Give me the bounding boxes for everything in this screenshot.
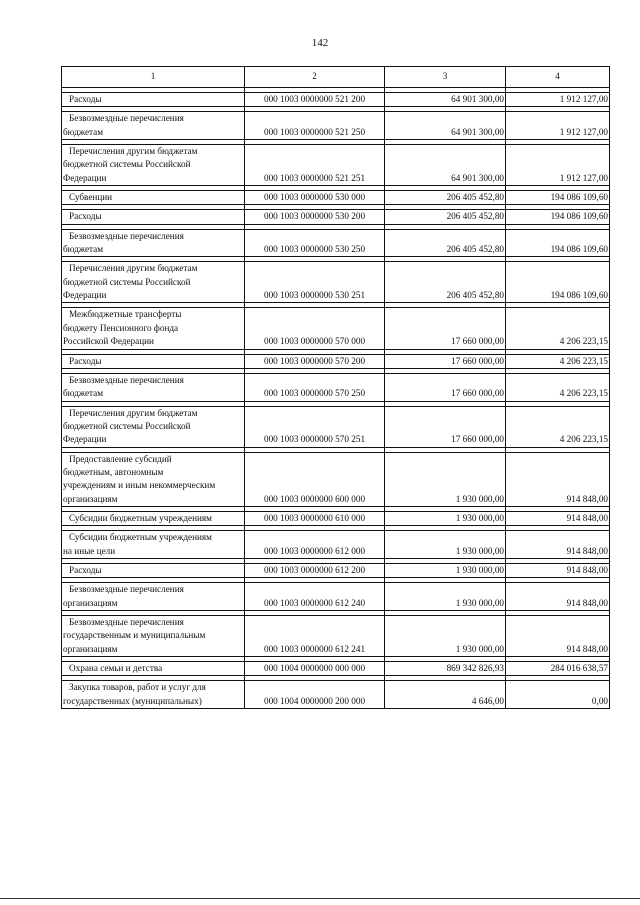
budget-table-body	[62, 67, 610, 709]
description-line: государственных (муниципальных)	[63, 695, 202, 706]
page-bottom-rule	[0, 898, 640, 899]
row-value-col4: 0,00	[506, 681, 610, 709]
row-value-col3: 206 405 452,80	[385, 191, 506, 205]
table-row	[62, 191, 610, 205]
row-description	[62, 262, 245, 303]
description-line: Субсидии бюджетным учреждениям	[69, 512, 212, 523]
row-code: 000 1003 0000000 570 250	[245, 373, 385, 401]
table-header-row	[62, 67, 610, 88]
description-line: Расходы	[69, 94, 102, 104]
row-value-col3: 206 405 452,80	[385, 210, 506, 224]
row-value-col4: 4 206 223,15	[506, 406, 610, 447]
row-description	[62, 531, 245, 559]
row-description	[62, 563, 245, 577]
description-line: Перечисления другим бюджетам	[69, 407, 198, 418]
row-code: 000 1003 0000000 521 250	[245, 112, 385, 140]
row-value-col4: 4 206 223,15	[506, 308, 610, 349]
description-line: Расходы	[69, 355, 102, 366]
description-line: Российской Федерации	[63, 336, 154, 347]
row-description	[62, 452, 245, 506]
table-row	[62, 662, 610, 676]
description-line: Расходы	[69, 211, 102, 222]
budget-table	[61, 66, 610, 709]
row-value-col3: 1 930 000,00	[385, 616, 506, 657]
description-line: Безвозмездные перечисления	[69, 230, 184, 241]
row-value-col3: 206 405 452,80	[385, 262, 506, 303]
row-value-col4: 194 086 109,60	[506, 262, 610, 303]
description-line: бюджетной системы Российской	[63, 159, 191, 170]
row-value-col3: 64 901 300,00	[385, 145, 506, 186]
row-value-col4: 194 086 109,60	[506, 210, 610, 224]
table-row	[62, 308, 610, 349]
description-line: государственным и муниципальным	[63, 630, 206, 641]
table-row	[62, 563, 610, 577]
description-line: бюджетным, автономным	[63, 466, 164, 477]
row-value-col3: 4 646,00	[385, 681, 506, 709]
table-row	[62, 452, 610, 506]
row-description	[62, 616, 245, 657]
row-value-col4: 1 912 127,00	[506, 93, 610, 107]
row-code: 000 1003 0000000 570 251	[245, 406, 385, 447]
row-code: 000 1003 0000000 610 000	[245, 511, 385, 525]
description-line: бюджетам	[63, 388, 104, 399]
description-line: Расходы	[69, 564, 102, 575]
row-value-col3: 869 342 826,93	[385, 662, 506, 676]
row-value-col3: 64 901 300,00	[385, 112, 506, 140]
row-value-col4: 914 848,00	[506, 531, 610, 559]
row-description	[62, 145, 245, 186]
row-value-col3: 17 660 000,00	[385, 373, 506, 401]
table-row	[62, 583, 610, 611]
row-value-col3: 1 930 000,00	[385, 531, 506, 559]
column-header: 3	[385, 67, 506, 88]
description-line: Перечисления другим бюджетам	[69, 263, 198, 274]
description-line: организациям	[63, 643, 118, 654]
row-value-col4: 194 086 109,60	[506, 191, 610, 205]
description-line: Субсидии бюджетным учреждениям	[69, 532, 212, 543]
table-row	[62, 373, 610, 401]
row-description	[62, 373, 245, 401]
description-line: бюджетам	[63, 126, 104, 137]
description-line: бюджетной системы Российской	[63, 276, 191, 287]
row-code: 000 1003 0000000 530 250	[245, 229, 385, 257]
row-value-col4: 914 848,00	[506, 563, 610, 577]
table-row	[62, 145, 610, 186]
description-line: бюджетам	[63, 244, 104, 255]
description-line: Безвозмездные перечисления	[69, 374, 184, 385]
row-value-col4: 914 848,00	[506, 616, 610, 657]
row-description	[62, 93, 245, 107]
description-line: Безвозмездные перечисления	[69, 584, 184, 595]
row-code: 000 1003 0000000 600 000	[245, 452, 385, 506]
description-line: учреждениям и иным некоммерческим	[63, 480, 216, 491]
column-header: 2	[245, 67, 385, 88]
row-value-col4: 4 206 223,15	[506, 373, 610, 401]
row-value-col3: 1 930 000,00	[385, 563, 506, 577]
description-line: бюджетной системы Российской	[63, 420, 191, 431]
table-row	[62, 112, 610, 140]
description-line: организациям	[63, 597, 118, 608]
row-code: 000 1004 0000000 200 000	[245, 681, 385, 709]
row-value-col3: 1 930 000,00	[385, 511, 506, 525]
description-line: бюджету Пенсионного фонда	[63, 322, 179, 333]
row-description	[62, 308, 245, 349]
description-line: Межбюджетные трансферты	[69, 309, 182, 320]
row-value-col3: 206 405 452,80	[385, 229, 506, 257]
table-row	[62, 681, 610, 709]
row-description	[62, 662, 245, 676]
row-value-col3: 1 930 000,00	[385, 452, 506, 506]
row-description	[62, 191, 245, 205]
table-row	[62, 406, 610, 447]
row-description	[62, 112, 245, 140]
row-code: 000 1003 0000000 530 200	[245, 210, 385, 224]
row-code: 000 1003 0000000 570 000	[245, 308, 385, 349]
row-value-col4: 914 848,00	[506, 583, 610, 611]
row-value-col4: 1 912 127,00	[506, 145, 610, 186]
row-description	[62, 511, 245, 525]
description-line: Федерации	[63, 434, 107, 445]
description-line: Предоставление субсидий	[69, 453, 172, 464]
row-description	[62, 229, 245, 257]
row-value-col3: 17 660 000,00	[385, 406, 506, 447]
row-value-col4: 914 848,00	[506, 452, 610, 506]
page-number: 142	[311, 37, 329, 49]
row-code: 000 1003 0000000 612 241	[245, 616, 385, 657]
description-line: Закупка товаров, работ и услуг для	[69, 682, 206, 693]
table-row	[62, 262, 610, 303]
description-line: Охрана семьи и детства	[69, 663, 163, 674]
table-row	[62, 210, 610, 224]
table-row	[62, 511, 610, 525]
table-row	[62, 531, 610, 559]
row-code: 000 1003 0000000 530 000	[245, 191, 385, 205]
row-description	[62, 210, 245, 224]
row-code: 000 1004 0000000 000 000	[245, 662, 385, 676]
row-value-col4: 194 086 109,60	[506, 229, 610, 257]
column-header: 4	[506, 67, 610, 88]
description-line: Безвозмездные перечисления	[69, 113, 184, 124]
row-description	[62, 354, 245, 368]
description-line: Федерации	[63, 172, 107, 183]
row-code: 000 1003 0000000 521 251	[245, 145, 385, 186]
row-description	[62, 406, 245, 447]
row-value-col4: 284 016 638,57	[506, 662, 610, 676]
description-line: Перечисления другим бюджетам	[69, 146, 198, 157]
row-code: 000 1003 0000000 521 200	[245, 93, 385, 107]
row-value-col3: 1 930 000,00	[385, 583, 506, 611]
description-line: Субвенции	[69, 192, 113, 203]
description-line: Федерации	[63, 290, 107, 301]
row-value-col3: 17 660 000,00	[385, 354, 506, 368]
row-code: 000 1003 0000000 612 240	[245, 583, 385, 611]
row-description	[62, 583, 245, 611]
description-line: Безвозмездные перечисления	[69, 617, 184, 627]
row-value-col4: 4 206 223,15	[506, 354, 610, 368]
table-row	[62, 229, 610, 257]
description-line: на иные цели	[63, 545, 116, 556]
row-value-col4: 1 912 127,00	[506, 112, 610, 140]
column-header: 1	[62, 67, 245, 88]
row-value-col3: 64 901 300,00	[385, 93, 506, 107]
row-code: 000 1003 0000000 530 251	[245, 262, 385, 303]
table-row	[62, 93, 610, 107]
table-row	[62, 616, 610, 657]
description-line: организациям	[63, 493, 118, 504]
row-code: 000 1003 0000000 612 000	[245, 531, 385, 559]
row-value-col4: 914 848,00	[506, 511, 610, 525]
row-code: 000 1003 0000000 570 200	[245, 354, 385, 368]
row-description	[62, 681, 245, 709]
table-row	[62, 354, 610, 368]
row-value-col3: 17 660 000,00	[385, 308, 506, 349]
row-code: 000 1003 0000000 612 200	[245, 563, 385, 577]
